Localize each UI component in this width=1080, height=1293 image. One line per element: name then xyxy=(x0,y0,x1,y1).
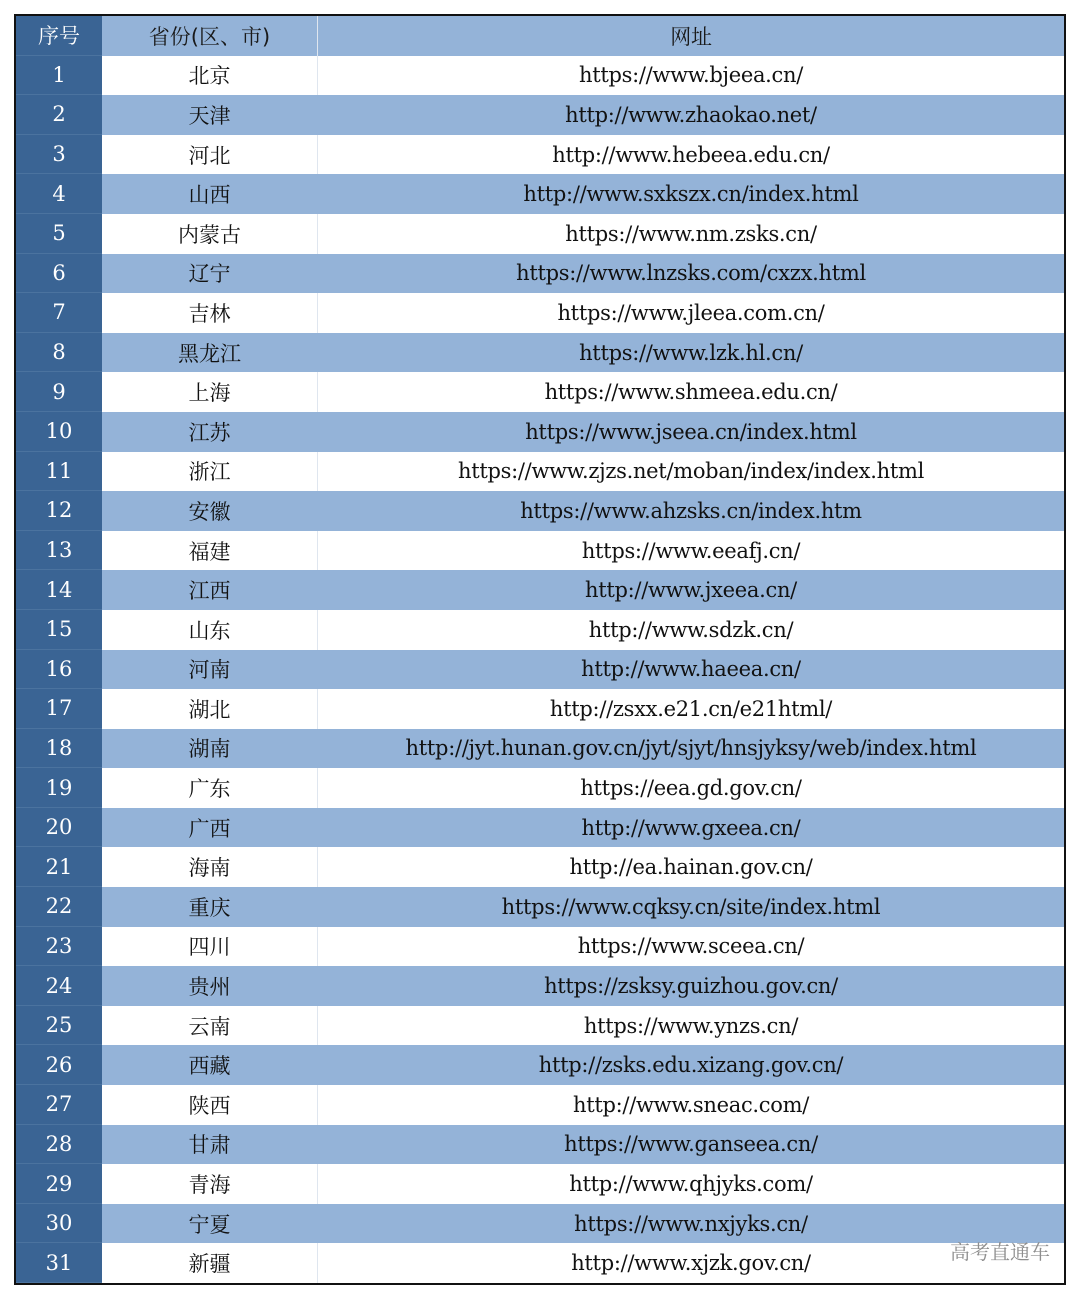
row-province: 安徽 xyxy=(102,491,318,531)
row-url-link[interactable]: http://www.zhaokao.net/ xyxy=(318,95,1064,135)
row-number: 15 xyxy=(16,610,102,650)
row-url-link[interactable]: http://jyt.hunan.gov.cn/jyt/sjyt/hnsjyksy/web/index.html xyxy=(318,729,1064,769)
row-url-link[interactable]: http://www.jxeea.cn/ xyxy=(318,570,1064,610)
row-province: 内蒙古 xyxy=(102,214,318,254)
row-url-link[interactable]: https://www.jseea.cn/index.html xyxy=(318,412,1064,452)
row-province: 黑龙江 xyxy=(102,333,318,373)
table-row xyxy=(16,570,1064,610)
row-url-link[interactable]: http://www.sneac.com/ xyxy=(318,1085,1064,1125)
header-url: 网址 xyxy=(318,16,1064,56)
row-number: 30 xyxy=(16,1204,102,1244)
table-row xyxy=(16,452,1064,492)
row-province: 江西 xyxy=(102,570,318,610)
table-row xyxy=(16,293,1064,333)
table-row xyxy=(16,135,1064,175)
row-number: 9 xyxy=(16,372,102,412)
row-number: 2 xyxy=(16,95,102,135)
row-number: 31 xyxy=(16,1243,102,1283)
row-province: 天津 xyxy=(102,95,318,135)
header-province: 省份(区、市) xyxy=(102,16,318,56)
row-province: 湖北 xyxy=(102,689,318,729)
row-province: 河南 xyxy=(102,650,318,690)
row-url-link[interactable]: https://www.bjeea.cn/ xyxy=(318,56,1064,96)
row-province: 海南 xyxy=(102,847,318,887)
table-row xyxy=(16,372,1064,412)
row-number: 26 xyxy=(16,1045,102,1085)
row-url-link[interactable]: https://www.lzk.hl.cn/ xyxy=(318,333,1064,373)
row-url-link[interactable]: https://www.zjzs.net/moban/index/index.html xyxy=(318,452,1064,492)
row-number: 29 xyxy=(16,1164,102,1204)
row-url-link[interactable]: http://www.qhjyks.com/ xyxy=(318,1164,1064,1204)
table-header xyxy=(16,16,1064,56)
row-url-link[interactable]: http://zsks.edu.xizang.gov.cn/ xyxy=(318,1045,1064,1085)
row-url-link[interactable]: https://www.ganseea.cn/ xyxy=(318,1125,1064,1165)
table-row xyxy=(16,174,1064,214)
table-row xyxy=(16,1125,1064,1165)
table-row xyxy=(16,214,1064,254)
row-number: 19 xyxy=(16,768,102,808)
row-number: 20 xyxy=(16,808,102,848)
row-url-link[interactable]: https://www.ynzs.cn/ xyxy=(318,1006,1064,1046)
table-row xyxy=(16,808,1064,848)
table-row xyxy=(16,689,1064,729)
row-number: 1 xyxy=(16,56,102,96)
row-number: 7 xyxy=(16,293,102,333)
header-num: 序号 xyxy=(16,16,102,56)
row-number: 24 xyxy=(16,966,102,1006)
table-row xyxy=(16,966,1064,1006)
row-url-link[interactable]: https://www.sceea.cn/ xyxy=(318,927,1064,967)
row-url-link[interactable]: https://www.lnzsks.com/cxzx.html xyxy=(318,254,1064,294)
table-row xyxy=(16,650,1064,690)
row-number: 13 xyxy=(16,531,102,571)
row-url-link[interactable]: https://www.cqksy.cn/site/index.html xyxy=(318,887,1064,927)
row-province: 上海 xyxy=(102,372,318,412)
row-url-link[interactable]: https://www.nxjyks.cn/ xyxy=(318,1204,1064,1244)
row-url-link[interactable]: https://eea.gd.gov.cn/ xyxy=(318,768,1064,808)
table-row xyxy=(16,847,1064,887)
row-number: 6 xyxy=(16,254,102,294)
watermark-text: 高考直通车 xyxy=(950,1240,1050,1264)
row-province: 甘肃 xyxy=(102,1125,318,1165)
table-row xyxy=(16,729,1064,769)
row-province: 山东 xyxy=(102,610,318,650)
row-province: 辽宁 xyxy=(102,254,318,294)
row-number: 8 xyxy=(16,333,102,373)
row-url-link[interactable]: https://www.ahzsks.cn/index.htm xyxy=(318,491,1064,531)
row-number: 3 xyxy=(16,135,102,175)
table-row xyxy=(16,1085,1064,1125)
row-url-link[interactable]: https://www.nm.zsks.cn/ xyxy=(318,214,1064,254)
row-number: 16 xyxy=(16,650,102,690)
row-province: 宁夏 xyxy=(102,1204,318,1244)
row-url-link[interactable]: http://www.xjzk.gov.cn/ xyxy=(318,1243,1064,1283)
row-url-link[interactable]: http://www.sxkszx.cn/index.html xyxy=(318,174,1064,214)
row-number: 10 xyxy=(16,412,102,452)
row-province: 山西 xyxy=(102,174,318,214)
row-url-link[interactable]: https://www.eeafj.cn/ xyxy=(318,531,1064,571)
row-number: 12 xyxy=(16,491,102,531)
table-row xyxy=(16,95,1064,135)
row-number: 11 xyxy=(16,452,102,492)
table-row xyxy=(16,531,1064,571)
table-row xyxy=(16,333,1064,373)
row-province: 新疆 xyxy=(102,1243,318,1283)
row-province: 北京 xyxy=(102,56,318,96)
row-number: 17 xyxy=(16,689,102,729)
row-url-link[interactable]: http://www.hebeea.edu.cn/ xyxy=(318,135,1064,175)
table-row xyxy=(16,887,1064,927)
row-province: 湖南 xyxy=(102,729,318,769)
row-number: 28 xyxy=(16,1125,102,1165)
row-province: 四川 xyxy=(102,927,318,967)
table-row xyxy=(16,927,1064,967)
row-url-link[interactable]: http://www.gxeea.cn/ xyxy=(318,808,1064,848)
table-row xyxy=(16,768,1064,808)
row-province: 西藏 xyxy=(102,1045,318,1085)
table-row xyxy=(16,1243,1064,1283)
row-url-link[interactable]: http://ea.hainan.gov.cn/ xyxy=(318,847,1064,887)
table-row xyxy=(16,1204,1064,1244)
table-row xyxy=(16,610,1064,650)
table-row xyxy=(16,1006,1064,1046)
row-number: 23 xyxy=(16,927,102,967)
row-province: 青海 xyxy=(102,1164,318,1204)
row-number: 5 xyxy=(16,214,102,254)
row-number: 14 xyxy=(16,570,102,610)
table-row xyxy=(16,1164,1064,1204)
row-number: 27 xyxy=(16,1085,102,1125)
row-url-link[interactable]: http://www.sdzk.cn/ xyxy=(318,610,1064,650)
row-province: 重庆 xyxy=(102,887,318,927)
row-province: 福建 xyxy=(102,531,318,571)
table-row xyxy=(16,491,1064,531)
row-number: 18 xyxy=(16,729,102,769)
row-url-link[interactable]: https://www.jleea.com.cn/ xyxy=(318,293,1064,333)
row-url-link[interactable]: https://www.shmeea.edu.cn/ xyxy=(318,372,1064,412)
row-number: 4 xyxy=(16,174,102,214)
row-province: 吉林 xyxy=(102,293,318,333)
row-url-link[interactable]: http://www.haeea.cn/ xyxy=(318,650,1064,690)
row-province: 广东 xyxy=(102,768,318,808)
row-url-link[interactable]: https://zsksy.guizhou.gov.cn/ xyxy=(318,966,1064,1006)
table-row xyxy=(16,254,1064,294)
row-number: 25 xyxy=(16,1006,102,1046)
row-province: 陕西 xyxy=(102,1085,318,1125)
row-province: 贵州 xyxy=(102,966,318,1006)
row-number: 22 xyxy=(16,887,102,927)
table-body xyxy=(16,56,1064,1283)
row-number: 21 xyxy=(16,847,102,887)
provinces-table xyxy=(14,14,1066,1285)
row-url-link[interactable]: http://zsxx.e21.cn/e21html/ xyxy=(318,689,1064,729)
row-province: 浙江 xyxy=(102,452,318,492)
row-province: 云南 xyxy=(102,1006,318,1046)
table-row xyxy=(16,1045,1064,1085)
table-row xyxy=(16,412,1064,452)
table-row xyxy=(16,56,1064,96)
row-province: 江苏 xyxy=(102,412,318,452)
row-province: 广西 xyxy=(102,808,318,848)
row-province: 河北 xyxy=(102,135,318,175)
